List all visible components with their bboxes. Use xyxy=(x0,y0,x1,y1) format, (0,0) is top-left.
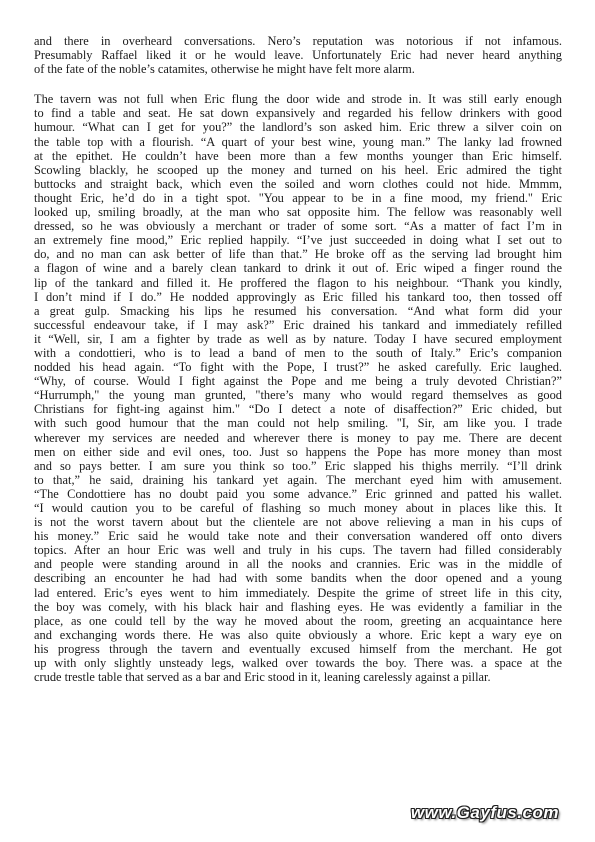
text-line: an extremely fine mood,” Eric replied happily. “I’ve just succeeded in doing what I set out to xyxy=(34,233,562,248)
text-line: to find a table and seat. He sat down expansively and regarded his fellow drinkers with good xyxy=(34,106,562,121)
text-line: his progress through the tavern and eventually excused himself from the merchant. He got xyxy=(34,641,562,656)
text-line: topics. After an hour Eric was well and truly in his cups. The tavern had filled considerably xyxy=(34,543,562,558)
text-line: “Why, of course. Would I fight against the Pope and me being a truly devoted Christian?” xyxy=(34,374,562,389)
paragraph-2 xyxy=(34,92,562,684)
text-line: lad entered. Eric’s eyes went to him immediately. Despite the grime of street life in this city, xyxy=(34,585,562,600)
text-line: place, as one could tell by the way he moved about the room, greeting an acquaintance here xyxy=(34,613,562,628)
document-body xyxy=(34,34,562,684)
text-line: and exchanging words there. He was also quite obviously a whore. Eric kept a wary eye on xyxy=(34,627,562,642)
text-line: crude trestle table that served as a bar and Eric stood in it, leaning carelessly against a pillar. xyxy=(34,670,491,685)
text-line: with such good humour that the man could not help smiling. "I, Sir, am like you. I trade xyxy=(34,416,562,431)
text-line: looked up, smiling broadly, at the man who sat opposite him. The fellow was reasonably well xyxy=(34,205,562,220)
text-line: wherever my services are needed and wherever there is money to pay me. There are decent xyxy=(34,430,562,445)
text-line: The tavern was not full when Eric flung the door wide and strode in. It was still early enough xyxy=(34,92,562,107)
text-line: at the epithet. He couldn’t have been more than a few months younger than Eric himself. xyxy=(34,148,562,163)
text-line: do, and no man can ask better of life than that.” He broke off as the serving lad brought him xyxy=(34,247,562,262)
text-line: “The Condottiere has no doubt paid you some advance.” Eric grinned and patted his wallet. xyxy=(34,486,562,501)
text-line: to that,” he said, draining his tankard yet again. The merchant eyed him with amusement. xyxy=(34,472,562,487)
paragraph-1 xyxy=(34,34,562,76)
text-line: successful endeavour take, if I may ask?” Eric drained his tankard and immediately refilled xyxy=(34,317,562,332)
text-line: and so pays better. I am sure you think so too.” Eric slapped his thighs merrily. “I’ll drink xyxy=(34,458,562,473)
text-line: and people were standing around in all the nooks and crannies. Eric was in the middle of xyxy=(34,557,562,572)
text-line: “I would caution you to be careful of flashing so much money about in places like this. It xyxy=(34,501,562,515)
text-line: buttocks and straight back, which even the soiled and worn clothes could not hide. Mmmm, xyxy=(34,176,562,191)
text-line: with a condottieri, who is to lead a band of men to the south of Italy.” Eric’s companion xyxy=(34,345,562,360)
text-line: and there in overheard conversations. Nero’s reputation was notorious if not infamous. xyxy=(34,34,562,48)
text-line: dressed, so he was obviously a merchant or trader of some sort. “As a matter of fact I’m in xyxy=(34,219,562,234)
text-line: of the fate of the noble’s catamites, otherwise he might have felt more alarm. xyxy=(34,62,415,77)
text-line: the table top with a flourish. “A quart of your best wine, young man.” The lanky lad frowned xyxy=(34,134,562,149)
text-line: describing an encounter he had had with some bandits when the door opened and a young xyxy=(34,571,562,586)
text-line: “Hurrumph," the young man grunted, "there’s many who would regard themselves as good xyxy=(34,388,562,403)
text-line: his money.” Eric said he would take note and their conversation wandered off onto divers xyxy=(34,529,562,544)
text-line: Scowling blackly, he scooped up the money and turned on his heel. Eric admired the tight xyxy=(34,162,562,177)
text-line: Christians for fight-ing against him." “Do I detect a note of disaffection?” Eric chided, but xyxy=(34,402,562,417)
text-line: humour. “What can I get for you?” the landlord’s son asked him. Eric threw a silver coin on xyxy=(34,120,562,135)
text-line: men on either side and evil ones, too. Just so happens the Pope has more money than most xyxy=(34,444,562,459)
text-line: Presumably Raffael liked it or he would leave. Unfortunately Eric had never heard anything xyxy=(34,48,562,63)
text-line: is not the worst tavern about but the clientele are not above relieving a man in his cups of xyxy=(34,515,562,530)
text-line: I don’t mind if I do.” He nodded approvingly as Eric filled his tankard too, then tossed off xyxy=(34,289,562,304)
watermark: www.Gayfus.com xyxy=(410,803,559,822)
paragraph-gap xyxy=(34,76,562,92)
text-line: thought Eric, he’d do in a tight spot. "You appear to be in a fine mood, my friend." Eric xyxy=(34,190,562,205)
text-line: a great gulp. Smacking his lips he resumed his conversation. “And what form did your xyxy=(34,303,562,318)
text-line: a flagon of wine and a barely clean tankard to drink it out of. Eric wiped a finger round the xyxy=(34,261,562,276)
text-line: it “Well, sir, I am a fighter by trade as well as by nature. Today I have secured employment xyxy=(34,331,562,346)
text-line: the boy was comely, with his black hair and flashing eyes. He was evidently a familiar in the xyxy=(34,599,562,614)
text-line: nodded his head again. “To fight with the Pope, I trust?” he asked carefully. Eric laughed. xyxy=(34,360,562,375)
text-line: lip of the tankard and filled it. He proffered the flagon to his neighbour. “Thank you kindly, xyxy=(34,275,562,290)
text-line: up with only slightly unsteady legs, walked over towards the boy. There was. a space at the xyxy=(34,656,562,671)
